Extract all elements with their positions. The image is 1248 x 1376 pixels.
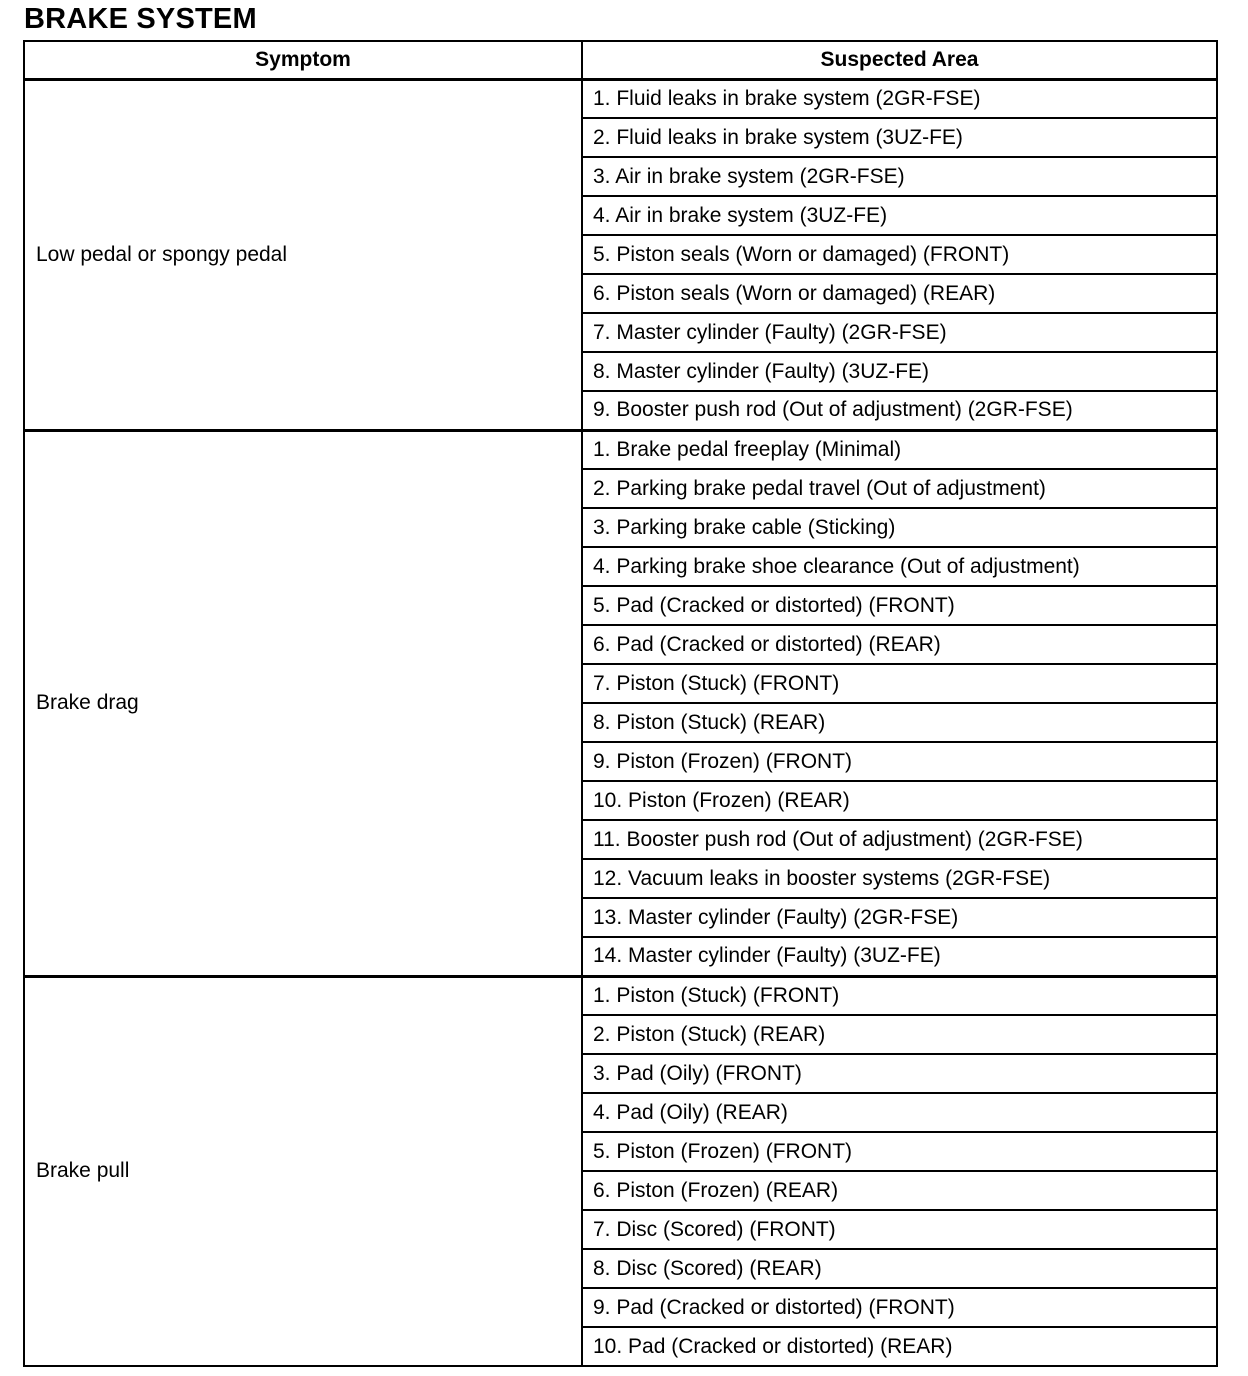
suspected-area-cell: 7. Piston (Stuck) (FRONT)	[582, 664, 1217, 703]
suspected-area-cell: 12. Vacuum leaks in booster systems (2GR-FSE)	[582, 859, 1217, 898]
table-row	[24, 976, 1217, 1015]
suspected-area-cell: 6. Piston (Frozen) (REAR)	[582, 1171, 1217, 1210]
table-body	[24, 79, 1217, 1366]
suspected-area-cell: 2. Piston (Stuck) (REAR)	[582, 1015, 1217, 1054]
suspected-area-cell: 9. Booster push rod (Out of adjustment) (2GR-FSE)	[582, 391, 1217, 430]
suspected-area-cell: 4. Pad (Oily) (REAR)	[582, 1093, 1217, 1132]
suspected-area-cell: 5. Piston seals (Worn or damaged) (FRONT)	[582, 235, 1217, 274]
page-title: BRAKE SYSTEM	[24, 3, 257, 35]
suspected-area-cell: 3. Pad (Oily) (FRONT)	[582, 1054, 1217, 1093]
suspected-area-cell: 8. Piston (Stuck) (REAR)	[582, 703, 1217, 742]
suspected-area-cell: 1. Fluid leaks in brake system (2GR-FSE)	[582, 79, 1217, 118]
suspected-area-cell: 1. Piston (Stuck) (FRONT)	[582, 976, 1217, 1015]
suspected-area-cell: 11. Booster push rod (Out of adjustment) (2GR-FSE)	[582, 820, 1217, 859]
symptom-cell: Brake pull	[24, 976, 582, 1366]
table-row	[24, 79, 1217, 118]
suspected-area-cell: 3. Air in brake system (2GR-FSE)	[582, 157, 1217, 196]
table-header	[24, 41, 1217, 79]
header-row	[24, 41, 1217, 79]
suspected-area-cell: 2. Fluid leaks in brake system (3UZ-FE)	[582, 118, 1217, 157]
symptom-table	[23, 40, 1218, 1367]
header-suspected-area: Suspected Area	[582, 41, 1217, 79]
suspected-area-cell: 3. Parking brake cable (Sticking)	[582, 508, 1217, 547]
suspected-area-cell: 5. Piston (Frozen) (FRONT)	[582, 1132, 1217, 1171]
suspected-area-cell: 6. Pad (Cracked or distorted) (REAR)	[582, 625, 1217, 664]
suspected-area-cell: 4. Parking brake shoe clearance (Out of adjustment)	[582, 547, 1217, 586]
suspected-area-cell: 9. Piston (Frozen) (FRONT)	[582, 742, 1217, 781]
suspected-area-cell: 10. Piston (Frozen) (REAR)	[582, 781, 1217, 820]
suspected-area-cell: 7. Master cylinder (Faulty) (2GR-FSE)	[582, 313, 1217, 352]
suspected-area-cell: 4. Air in brake system (3UZ-FE)	[582, 196, 1217, 235]
table-row	[24, 430, 1217, 469]
suspected-area-cell: 5. Pad (Cracked or distorted) (FRONT)	[582, 586, 1217, 625]
symptom-cell: Low pedal or spongy pedal	[24, 79, 582, 430]
suspected-area-cell: 2. Parking brake pedal travel (Out of adjustment)	[582, 469, 1217, 508]
suspected-area-cell: 7. Disc (Scored) (FRONT)	[582, 1210, 1217, 1249]
suspected-area-cell: 1. Brake pedal freeplay (Minimal)	[582, 430, 1217, 469]
suspected-area-cell: 13. Master cylinder (Faulty) (2GR-FSE)	[582, 898, 1217, 937]
suspected-area-cell: 8. Master cylinder (Faulty) (3UZ-FE)	[582, 352, 1217, 391]
suspected-area-cell: 6. Piston seals (Worn or damaged) (REAR)	[582, 274, 1217, 313]
header-symptom: Symptom	[24, 41, 582, 79]
suspected-area-cell: 9. Pad (Cracked or distorted) (FRONT)	[582, 1288, 1217, 1327]
suspected-area-cell: 14. Master cylinder (Faulty) (3UZ-FE)	[582, 937, 1217, 976]
symptom-cell: Brake drag	[24, 430, 582, 976]
suspected-area-cell: 8. Disc (Scored) (REAR)	[582, 1249, 1217, 1288]
suspected-area-cell: 10. Pad (Cracked or distorted) (REAR)	[582, 1327, 1217, 1366]
